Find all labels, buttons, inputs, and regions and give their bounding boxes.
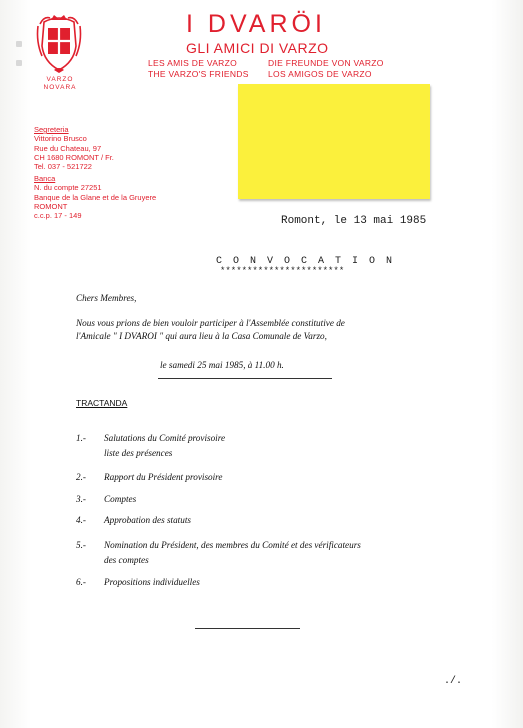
continued-mark: ./. [444, 676, 463, 687]
friends-line: LES AMIS DE VARZO [148, 58, 238, 68]
convocation-heading: C O N V O C A T I O N [216, 256, 395, 267]
divider [195, 628, 300, 629]
letter-date: Romont, le 13 mai 1985 [281, 215, 427, 227]
letterhead-subtitle: GLI AMICI DI VARZO [186, 40, 329, 56]
agenda-item: Approbation des statuts [104, 515, 191, 525]
agenda-number: 1.- [76, 433, 86, 443]
agenda-item: Nomination du Président, des membres du Comité et des vérificateurs [104, 540, 361, 550]
agenda-title: TRACTANDA [76, 398, 128, 408]
bank-line: N. du compte 27251 [34, 183, 102, 193]
sticky-note [238, 84, 430, 199]
body-line: Nous vous prions de bien vouloir participer à l'Assemblée constitutive de [76, 318, 345, 328]
binder-mark [16, 60, 22, 66]
bank-line: ROMONT [34, 201, 68, 211]
friends-left [148, 58, 249, 80]
divider [158, 378, 332, 379]
friends-line: THE VARZO'S FRIENDS [148, 69, 249, 79]
bank-line: c.c.p. 17 - 149 [34, 211, 82, 221]
friends-line: DIE FREUNDE VON VARZO [268, 58, 384, 68]
secretariat-line: Rue du Chateau, 97 [34, 143, 102, 153]
crest-caption-line: VARZO [46, 76, 74, 83]
letterhead-title: I DVARÖI [186, 10, 326, 38]
bank-block [34, 174, 156, 220]
secretariat-line: CH 1680 ROMONT / Fr. [34, 152, 114, 162]
secretariat-line: Tel. 037 - 521722 [34, 162, 92, 172]
convocation-underline: *********************** [220, 266, 345, 276]
crest-caption [40, 76, 80, 92]
friends-right [268, 58, 384, 80]
salutation: Chers Membres, [76, 293, 137, 303]
agenda-item: Salutations du Comité provisoire [104, 433, 226, 443]
secretariat-heading: Segreteria [34, 125, 69, 134]
coat-of-arms-logo [34, 12, 84, 74]
secretariat-block [34, 125, 114, 171]
agenda-number: 3.- [76, 494, 86, 504]
agenda-item: Propositions individuelles [104, 577, 200, 587]
agenda-item: Comptes [104, 494, 137, 504]
body-line: l'Amicale " I DVAROI " qui aura lieu à la Casa Comunale de Varzo, [76, 331, 327, 341]
agenda-number: 5.- [76, 540, 86, 550]
secretariat-line: Vittorino Brusco [34, 134, 87, 144]
agenda-number: 4.- [76, 515, 86, 525]
bank-line: Banque de la Glane et de la Gruyere [34, 192, 157, 202]
agenda-number: 2.- [76, 472, 86, 482]
crest-caption-line: NOVARA [43, 84, 77, 91]
binder-mark [16, 41, 22, 47]
meeting-date: le samedi 25 mai 1985, à 11.00 h. [160, 360, 284, 370]
agenda-item: Rapport du Président provisoire [104, 472, 223, 482]
agenda-item: des comptes [104, 555, 149, 565]
bank-heading: Banca [34, 174, 56, 183]
agenda-number: 6.- [76, 577, 86, 587]
friends-line: LOS AMIGOS DE VARZO [268, 69, 372, 79]
agenda-item: liste des présences [104, 448, 173, 458]
